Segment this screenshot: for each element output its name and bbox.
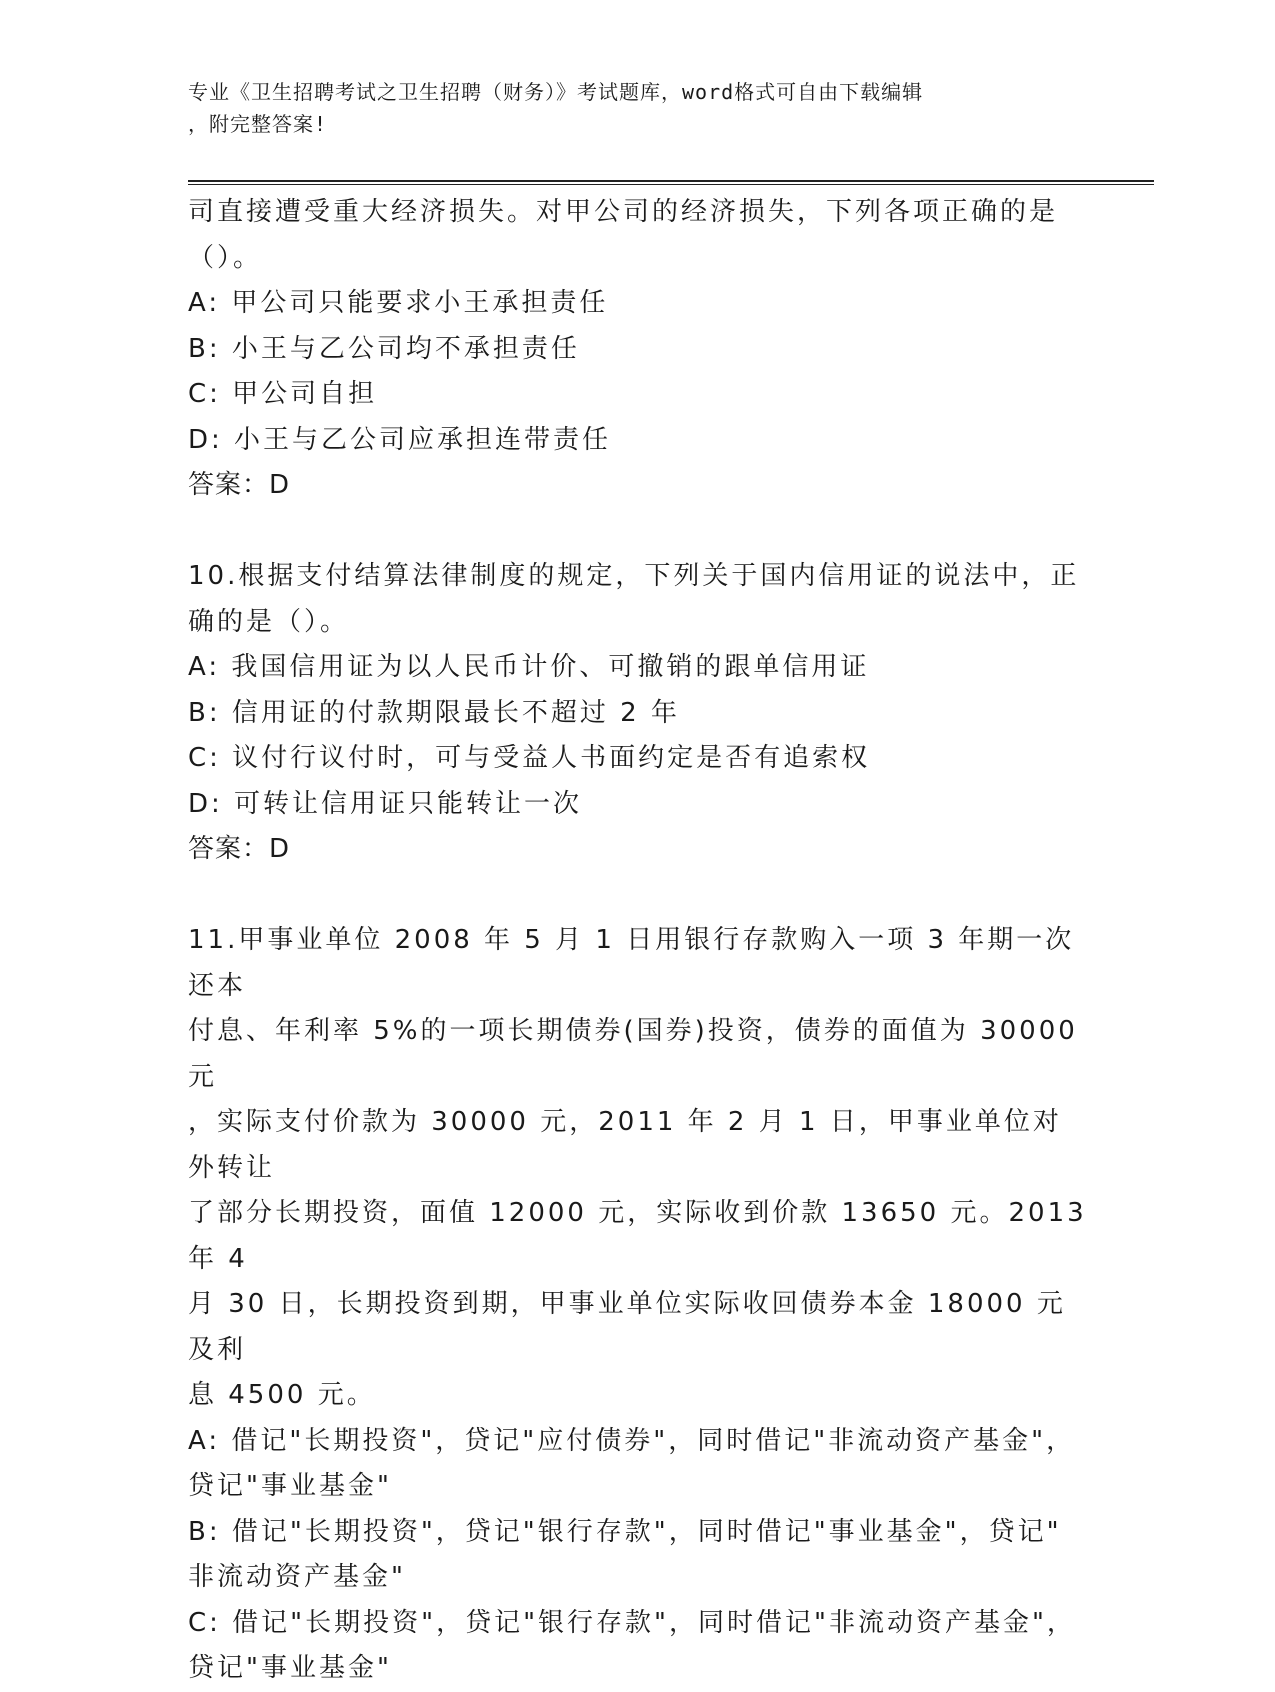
question-stem: 月 30 日，长期投资到期，甲事业单位实际收回债券本金 18000 元及利 xyxy=(188,1289,1066,1365)
document-header xyxy=(188,76,1068,140)
header-rule-thick xyxy=(188,180,1154,182)
option-d: D: 小王与乙公司应承担连带责任 xyxy=(188,424,612,455)
question-stem: 付息、年利率 5%的一项长期债券(国券)投资，债券的面值为 30000 元 xyxy=(188,1016,1078,1092)
option-d: D: 可转让信用证只能转让一次 xyxy=(188,788,583,819)
document-body xyxy=(188,190,1088,1692)
question-stem: 了部分长期投资，面值 12000 元，实际收到价款 13650 元。2013 年 4 xyxy=(188,1198,1087,1274)
option-a: A: 我国信用证为以人民币计价、可撤销的跟单信用证 xyxy=(188,652,870,682)
question-9 xyxy=(188,190,1088,509)
option-a-cont: 贷记"事业基金" xyxy=(188,1471,392,1501)
option-c: C: 借记"长期投资"，贷记"银行存款"，同时借记"非流动资产基金"， xyxy=(188,1607,1076,1638)
question-stem: 司直接遭受重大经济损失。对甲公司的经济损失，下列各项正确的是 xyxy=(188,197,1059,227)
header-rule-thin xyxy=(188,184,1154,185)
header-line-1: 专业《卫生招聘考试之卫生招聘（财务）》考试题库，word格式可自由下载编辑 xyxy=(188,80,924,104)
answer: 答案：D xyxy=(188,834,291,864)
option-b: B: 信用证的付款期限最长不超过 2 年 xyxy=(188,697,680,728)
option-c-cont: 贷记"事业基金" xyxy=(188,1653,392,1683)
option-b: B: 小王与乙公司均不承担责任 xyxy=(188,333,580,364)
option-c: C: 议付行议付时，可与受益人书面约定是否有追索权 xyxy=(188,743,871,773)
question-stem: 息 4500 元。 xyxy=(188,1380,376,1410)
question-10 xyxy=(188,554,1088,873)
option-b: B: 借记"长期投资"，贷记"银行存款"，同时借记"事业基金"，贷记" xyxy=(188,1516,1062,1547)
question-stem: （）。 xyxy=(188,242,263,273)
option-b-cont: 非流动资产基金" xyxy=(188,1562,406,1592)
option-c: C: 甲公司自担 xyxy=(188,379,378,409)
question-stem: 10.根据支付结算法律制度的规定，下列关于国内信用证的说法中，正 xyxy=(188,561,1080,591)
question-stem: 11.甲事业单位 2008 年 5 月 1 日用银行存款购入一项 3 年期一次还本 xyxy=(188,925,1075,1001)
question-11 xyxy=(188,918,1088,1692)
header-line-2: ，附完整答案! xyxy=(188,112,328,136)
answer: 答案：D xyxy=(188,470,291,500)
option-a: A: 借记"长期投资"，贷记"应付债券"，同时借记"非流动资产基金"， xyxy=(188,1425,1076,1456)
question-stem: 确的是（）。 xyxy=(188,606,350,637)
question-stem: ，实际支付价款为 30000 元，2011 年 2 月 1 日，甲事业单位对外转让 xyxy=(188,1107,1062,1183)
option-a: A: 甲公司只能要求小王承担责任 xyxy=(188,288,609,318)
